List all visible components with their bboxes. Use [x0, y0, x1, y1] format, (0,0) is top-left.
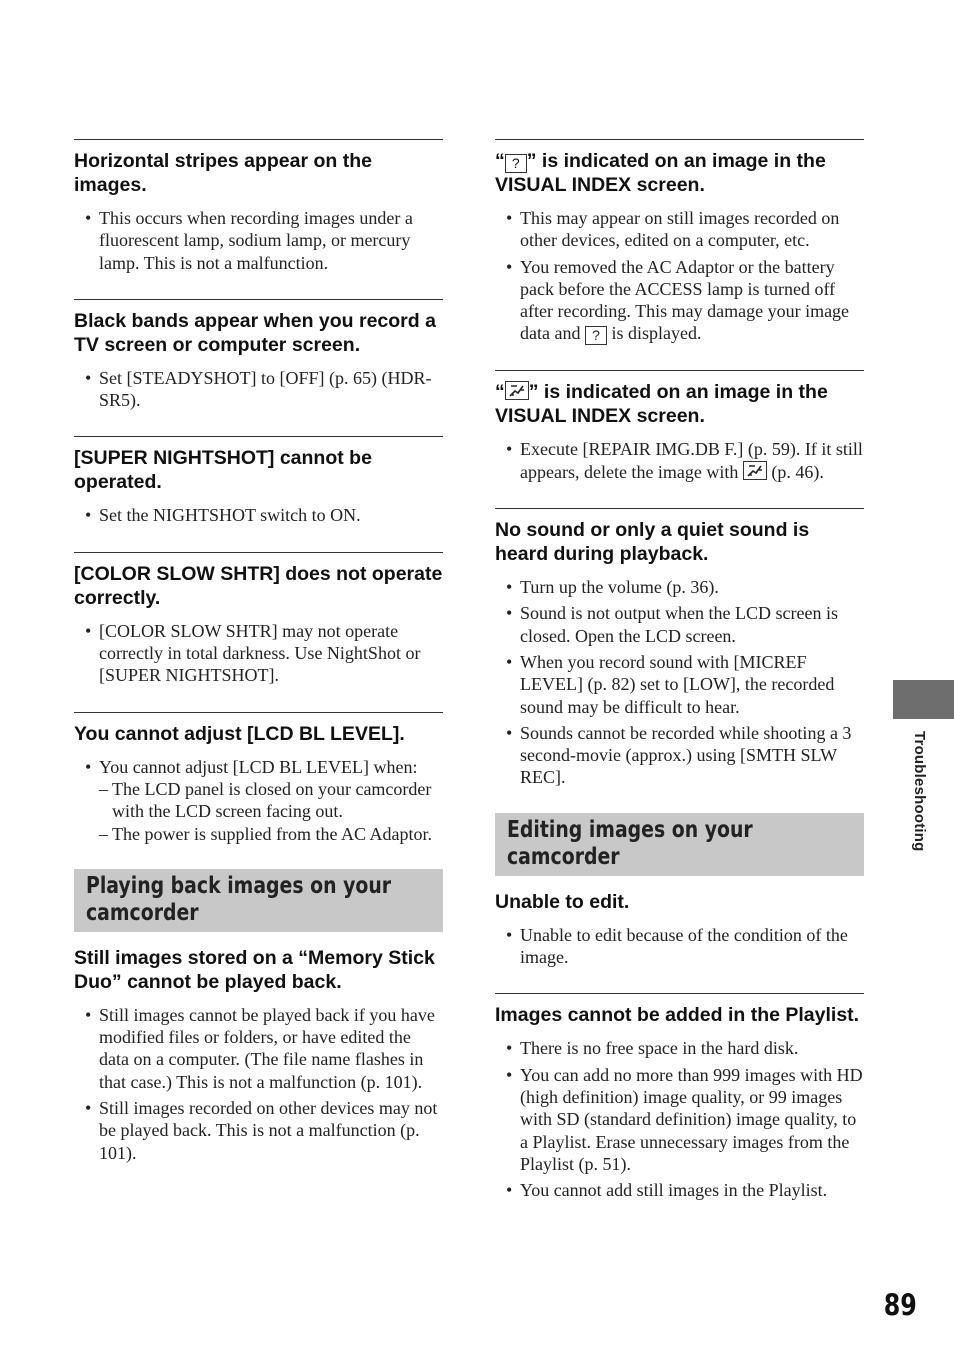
section-banner-playback	[74, 869, 443, 932]
quote-open: “	[495, 150, 505, 172]
list-item: • When you record sound with [MICREF LEVEL] (p. 82) set to [LOW], the recorded sound may be difficult to hear.	[495, 651, 864, 718]
section-heading	[495, 380, 864, 428]
bullet-list	[74, 367, 443, 412]
question-mark-icon: ?	[585, 326, 607, 345]
list-item: • There is no free space in the hard disk.	[495, 1037, 864, 1059]
section-color-slow-shtr	[74, 552, 443, 687]
left-column	[74, 139, 443, 1168]
list-item	[495, 438, 864, 483]
bullet-list	[74, 620, 443, 687]
list-item: • Sounds cannot be recorded while shooting a 3 second-movie (approx.) using [SMTH SLW REC].	[495, 722, 864, 789]
list-item: • This occurs when recording images under a fluorescent lamp, sodium lamp, or mercury lamp. This is not a malfunction.	[74, 207, 443, 274]
bullet-list	[74, 756, 443, 845]
chapter-label: Troubleshooting	[911, 731, 928, 852]
bullet-list	[495, 576, 864, 789]
section-question-mark-indicator	[495, 139, 864, 345]
section-heading: Still images stored on a “Memory Stick Duo” cannot be played back.	[74, 946, 435, 993]
list-item: • You can add no more than 999 images with HD (high definition) image quality, or 99 images with SD (standard definition) image quality, to a Playlist. Erase unnecessary images from the Playlist (p. 51).	[495, 1064, 864, 1175]
bullet-list	[495, 924, 864, 969]
list-item: • Still images recorded on other devices may not be played back. This is not a malfunction (p. 101).	[74, 1097, 443, 1164]
section-no-sound	[495, 508, 864, 789]
list-item: • [COLOR SLOW SHTR] may not operate correctly in total darkness. Use NightShot or [SUPER NIGHTSHOT].	[74, 620, 443, 687]
list-item-text: You removed the AC Adaptor or the battery pack before the ACCESS lamp is turned off after recording. This may damage your image data and	[520, 256, 850, 344]
list-item: • Sound is not output when the LCD screen is closed. Open the LCD screen.	[495, 602, 864, 647]
list-item: • Unable to edit because of the condition of the image.	[495, 924, 864, 969]
section-heading: Images cannot be added in the Playlist.	[495, 1004, 860, 1027]
list-item: • This may appear on still images recorded on other devices, edited on a computer, etc.	[495, 207, 864, 252]
list-item: • Set the NIGHTSHOT switch to ON.	[74, 504, 443, 526]
heading-text: ” is indicated on an image in the VISUAL INDEX screen.	[495, 150, 826, 196]
section-heading: Unable to edit.	[495, 890, 630, 913]
section-heading: Horizontal stripes appear on the images.	[74, 150, 372, 196]
bullet-list	[495, 207, 864, 345]
list-item-text: You cannot adjust [LCD BL LEVEL] when:	[99, 756, 418, 777]
question-mark-icon: ?	[505, 154, 527, 173]
section-banner-editing	[495, 813, 864, 876]
section-heading: No sound or only a quiet sound is heard during playback.	[495, 519, 810, 566]
bullet-list	[74, 1004, 443, 1164]
bullet-list	[495, 1037, 864, 1201]
section-lcd-bl-level	[74, 712, 443, 845]
section-heading: [SUPER NIGHTSHOT] cannot be operated.	[74, 447, 372, 494]
heading-text: ” is indicated on an image in the VISUAL INDEX screen.	[495, 381, 828, 428]
page-number: 89	[883, 1288, 917, 1322]
chapter-tab	[893, 680, 954, 719]
bullet-list	[74, 207, 443, 274]
sub-item: – The power is supplied from the AC Adaptor.	[99, 823, 443, 845]
section-heading	[495, 149, 864, 197]
list-item	[495, 256, 864, 346]
section-playlist	[495, 993, 864, 1201]
list-item	[74, 756, 443, 845]
banner-title: Playing back images on your camcorder	[86, 872, 392, 926]
bullet-list	[495, 438, 864, 483]
bullet-list	[74, 504, 443, 526]
right-column	[495, 139, 864, 1205]
section-horizontal-stripes	[74, 139, 443, 274]
banner-title: Editing images on your camcorder	[507, 816, 753, 870]
section-unable-to-edit	[495, 890, 864, 969]
list-item: • Still images cannot be played back if you have modified files or folders, or have edited the data on a computer. (The file name flashes in that case.) This is not a malfunction (p. 101).	[74, 1004, 443, 1093]
list-item: • You cannot add still images in the Playlist.	[495, 1179, 864, 1201]
list-item-text: is displayed.	[606, 323, 702, 344]
quote-open: “	[495, 381, 505, 404]
damaged-image-icon	[743, 461, 767, 480]
list-item-text: Execute [REPAIR IMG.DB F.] (p. 59). If it still appears, delete the image with	[520, 439, 863, 482]
section-memory-stick	[74, 946, 443, 1164]
list-item-text: (p. 46).	[766, 461, 824, 482]
damaged-image-icon	[505, 381, 529, 400]
section-black-bands	[74, 299, 443, 412]
list-item: • Turn up the volume (p. 36).	[495, 576, 864, 598]
section-super-nightshot	[74, 436, 443, 526]
section-damaged-image-indicator	[495, 370, 864, 483]
section-heading: [COLOR SLOW SHTR] does not operate correctly.	[74, 562, 443, 609]
list-item: • Set [STEADYSHOT] to [OFF] (p. 65) (HDR-SR5).	[74, 367, 443, 412]
sub-item: – The LCD panel is closed on your camcorder with the LCD screen facing out.	[99, 778, 443, 823]
section-heading: You cannot adjust [LCD BL LEVEL].	[74, 722, 405, 745]
section-heading: Black bands appear when you record a TV screen or computer screen.	[74, 309, 436, 356]
